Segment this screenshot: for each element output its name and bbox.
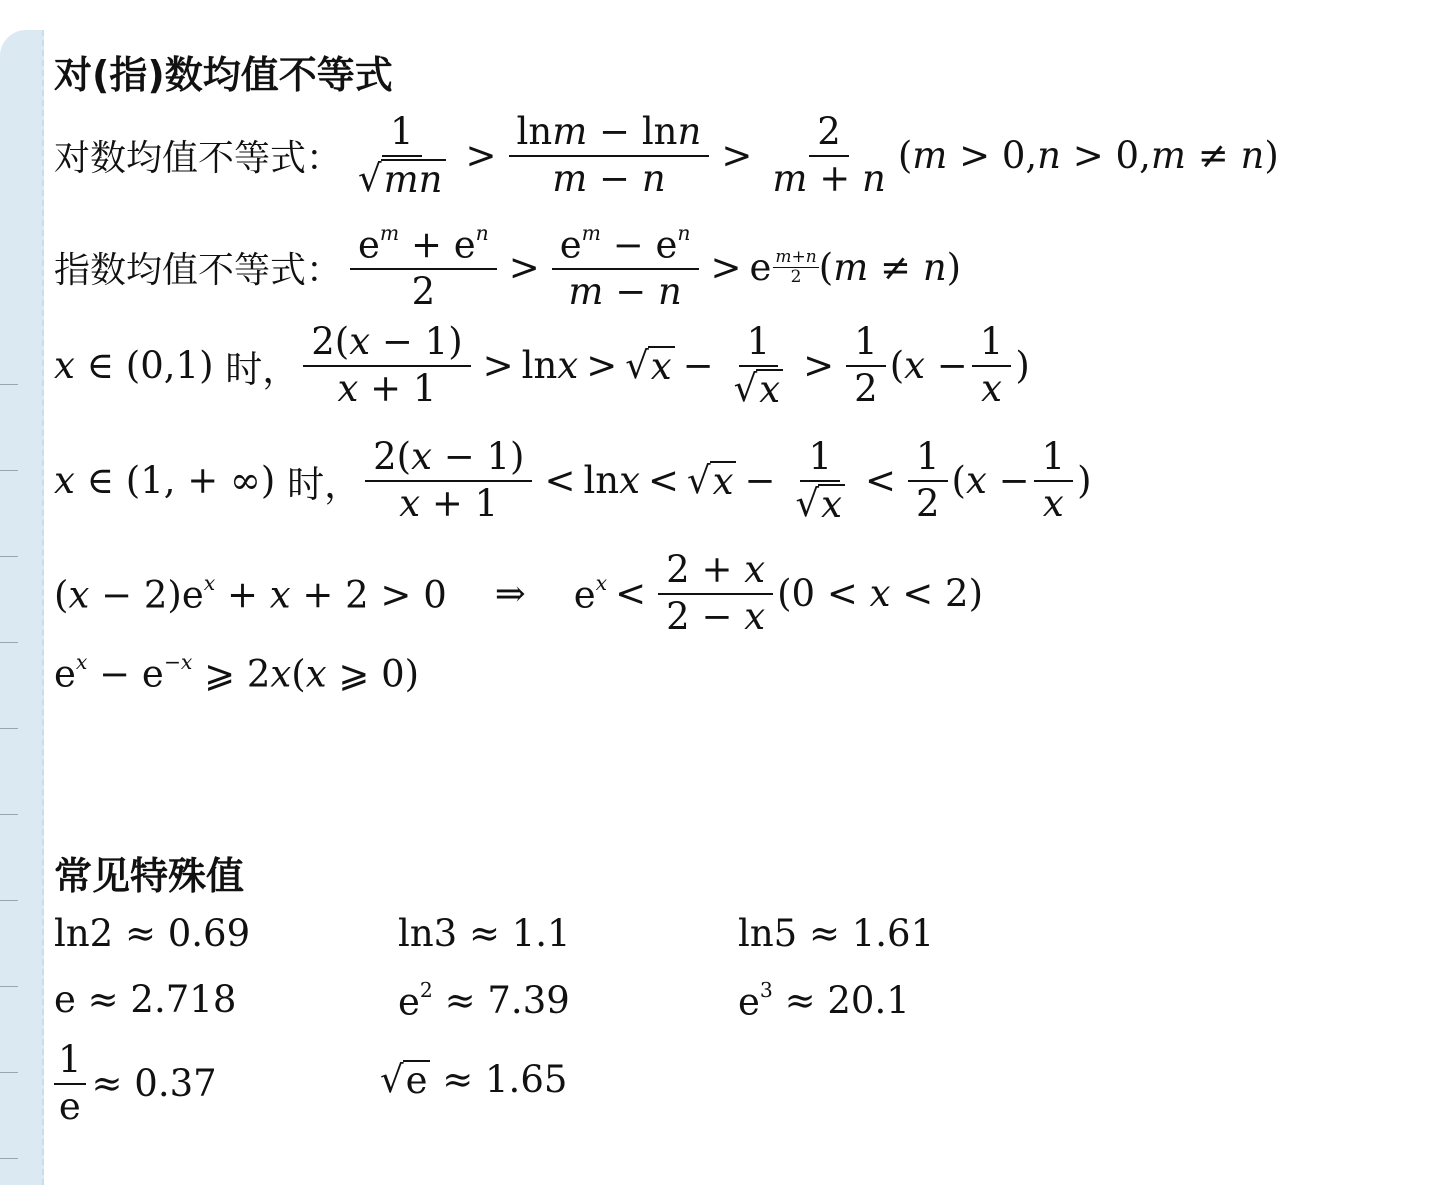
margin-tick	[0, 642, 18, 643]
inequality-exp-bound: $(x - 2)e^x + x + 2 > 0$ ⇒ $e^x$ < $\frac{2 + x}{2 - x}$ (0 < x < 2)	[54, 548, 983, 638]
fraction: $\frac{2 + x}{2 - x}$	[658, 550, 773, 637]
margin-tick	[0, 986, 18, 987]
time-word: 时，	[287, 462, 362, 506]
section-title-inequalities: 对(指)数均值不等式	[54, 53, 393, 97]
left-margin-strip	[0, 30, 44, 1185]
fraction: $\frac{1}{2}$	[846, 322, 886, 409]
value-e-squared: $e^2$ ≈ 7.39	[398, 978, 570, 1024]
exp-mean-label: 指数均值不等式：	[54, 249, 343, 291]
fraction: $\frac{1}{2}$	[908, 437, 948, 524]
inequality-x-in-0-1: x ∈ (0,1) 时， $\frac{2(x - 1)}{x + 1}$ > lnx > √ x − 1 √ x > $\frac{1}{2}$ (x − $\frac{1}{x}$ )	[54, 320, 1030, 411]
value-e: e ≈ 2.718	[54, 978, 237, 1021]
fraction: $\frac{1}{x}$	[1034, 437, 1074, 524]
value-one-over-e: $\frac{1}{e}$ ≈ 0.37	[54, 1040, 217, 1127]
margin-tick	[0, 1158, 18, 1159]
value-ln2: ln2 ≈ 0.69	[54, 912, 251, 955]
margin-tick	[0, 728, 18, 729]
margin-tick	[0, 470, 18, 471]
time-word: 时，	[225, 347, 300, 391]
fraction: $\frac{1}{x}$	[972, 322, 1012, 409]
section-title-special-values: 常见特殊值	[54, 854, 245, 898]
fraction: 1 √ x	[787, 437, 852, 525]
fraction: $\frac{2}{m + n}$	[772, 110, 886, 200]
fraction: $\frac{2(x - 1)}{x + 1}$	[365, 437, 532, 524]
margin-tick	[0, 384, 18, 385]
log-mean-inequality: 对数均值不等式： 1 √ mn > $\frac{\ln m - \ln n}{m - n}$ > $\frac{2}{m + n}$ (m > 0,n > 0,m ≠ n)	[54, 110, 1279, 201]
inequality-sinh-bound: $e^x - e^{-x}$ ⩾ 2x(x ⩾ 0)	[54, 650, 420, 696]
margin-tick	[0, 900, 18, 901]
value-sqrt-e: √ e ≈ 1.65	[380, 1058, 568, 1103]
fraction: 1 √ mn	[350, 112, 454, 200]
inequality-x-in-1-inf: x ∈ (1, + ∞) 时， $\frac{2(x - 1)}{x + 1}$ < lnx < √ x − 1 √ x < $\frac{1}{2}$ (x − $\frac{1}{x}$ )	[54, 435, 1092, 526]
fraction: $\frac{1}{e}$	[54, 1040, 86, 1127]
margin-tick	[0, 556, 18, 557]
value-ln5: ln5 ≈ 1.61	[738, 912, 935, 955]
fraction: $\frac{e^m + e^n}{2}$	[350, 222, 497, 313]
margin-tick	[0, 814, 18, 815]
log-mean-label: 对数均值不等式：	[54, 138, 343, 180]
fraction: $\frac{\ln m - \ln n}{m - n}$	[509, 112, 710, 199]
exp-mean-inequality: 指数均值不等式： $\frac{e^m + e^n}{2}$ > $\frac{e^m - e^n}{m - n}$ > e $\frac{m+n}{2}$ (m ≠ n)	[54, 221, 962, 313]
fraction: $\frac{2(x - 1)}{x + 1}$	[303, 322, 470, 409]
fraction: $\frac{e^m - e^n}{m - n}$	[552, 222, 699, 313]
margin-tick	[0, 1072, 18, 1073]
fraction: 1 √ x	[726, 322, 791, 410]
value-ln3: ln3 ≈ 1.1	[398, 912, 571, 955]
value-e-cubed: $e^3$ ≈ 20.1	[738, 978, 910, 1024]
